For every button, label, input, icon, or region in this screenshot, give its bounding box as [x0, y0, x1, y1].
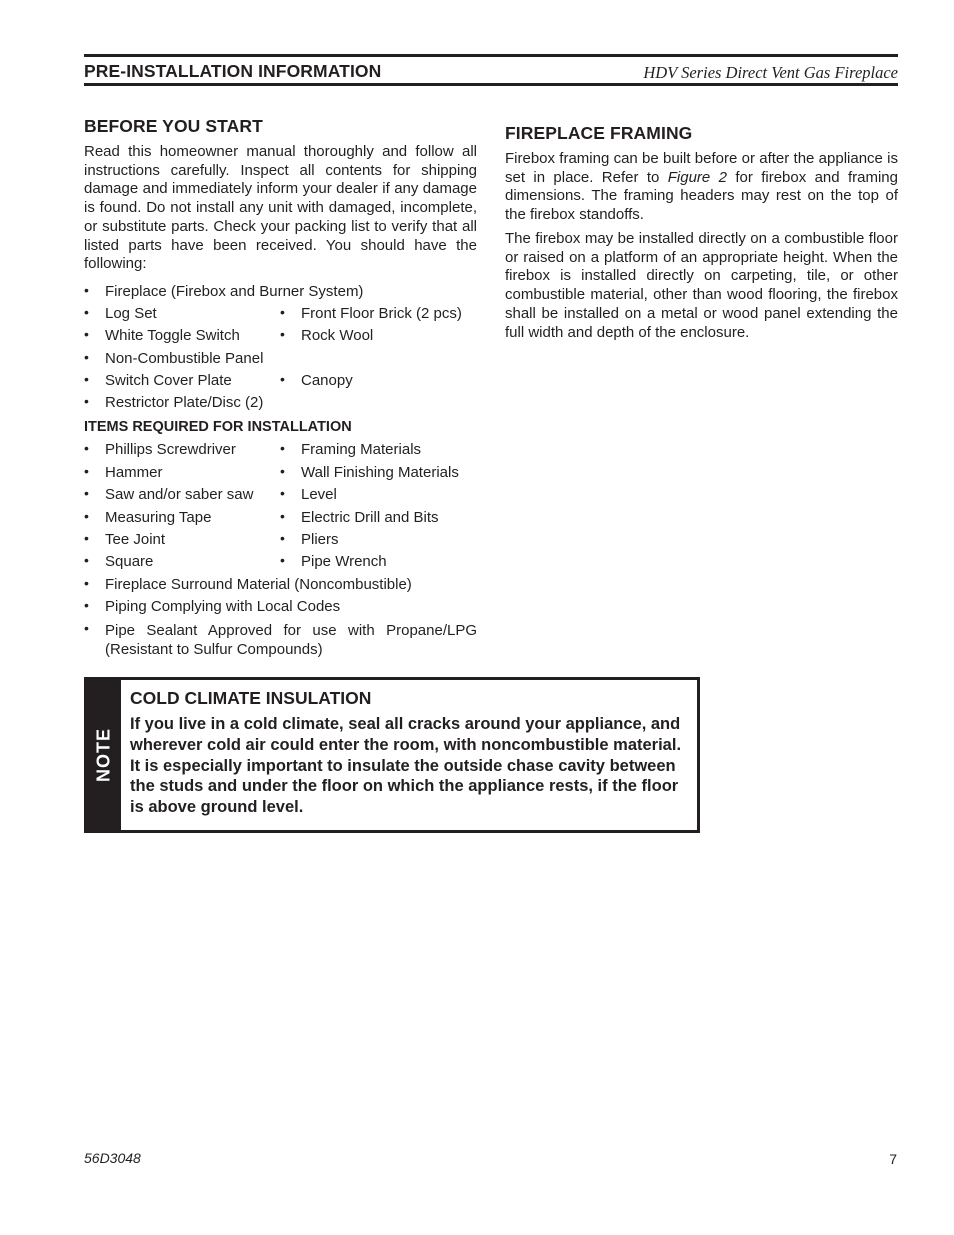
- bullet-icon: •: [280, 508, 285, 524]
- list-item-text: Front Floor Brick (2 pcs): [301, 305, 462, 322]
- product-title: HDV Series Direct Vent Gas Fireplace: [643, 63, 898, 82]
- bullet-icon: •: [84, 552, 89, 568]
- list-item-text: Electric Drill and Bits: [301, 509, 439, 526]
- bullet-icon: •: [84, 575, 89, 591]
- bullet-icon: •: [280, 530, 285, 546]
- figure-reference: Figure 2: [667, 168, 727, 186]
- list-item-text: Wall Finishing Materials: [301, 464, 459, 481]
- bullet-icon: •: [84, 304, 89, 320]
- fireplace-framing-paragraph-2: The firebox may be installed directly on a combustible floor or raised on a platform of an appropriate height. When the firebox is installed directly on carpeting, tile, or other combustible material, other than wood flooring, the firebox shall be installed on a metal or wood panel extending the full width and depth of the enclosure.: [505, 230, 898, 341]
- list-item-text: Pipe Wrench: [301, 553, 387, 570]
- list-item-text: Canopy: [301, 372, 353, 389]
- list-item-text: Level: [301, 486, 337, 503]
- bullet-icon: •: [280, 371, 285, 387]
- bullet-icon: •: [84, 463, 89, 479]
- list-item-text: Phillips Screwdriver: [105, 441, 236, 458]
- list-item-text: Switch Cover Plate: [105, 372, 232, 389]
- fireplace-framing-heading: FIREPLACE FRAMING: [505, 123, 693, 143]
- note-box: [84, 677, 700, 833]
- note-tab: [87, 680, 121, 830]
- list-item-text: Fireplace (Firebox and Burner System): [105, 283, 364, 300]
- list-item-text: Piping Complying with Local Codes: [105, 598, 341, 615]
- bullet-icon: •: [280, 463, 285, 479]
- before-you-start-heading: BEFORE YOU START: [84, 116, 263, 136]
- document-number: 56D3048: [84, 1150, 141, 1166]
- list-item-text: Non-Combustible Panel: [105, 350, 264, 367]
- bullet-icon: •: [84, 440, 89, 456]
- bullet-icon: •: [84, 620, 89, 636]
- list-item-text: Log Set: [105, 305, 157, 322]
- bullet-icon: •: [84, 371, 89, 387]
- bullet-icon: •: [280, 326, 285, 342]
- note-title: COLD CLIMATE INSULATION: [130, 688, 372, 708]
- bullet-icon: •: [84, 530, 89, 546]
- items-required-heading: ITEMS REQUIRED FOR INSTALLATION: [84, 419, 352, 435]
- before-you-start-paragraph: Read this homeowner manual thoroughly and follow all instructions carefully. Inspect all contents for shipping damage and immediately inform your dealer if any damage is found. Do not install any unit with damaged, incomplete, or substitute parts. Check your packing list to verify that all listed parts have been received. You should have the following:: [84, 143, 477, 273]
- framing-text-after: for firebox and framing dimensions. The framing headers may rest on the top of the firebox standoffs.: [505, 168, 898, 224]
- list-item-text: Hammer: [105, 464, 163, 481]
- note-body: If you live in a cold climate, seal all cracks around your appliance, and wherever cold air could enter the room, with noncombustible material. It is especially important to insulate the outside chase cavity between the studs and under the floor on which the appliance rests, if the floor is above ground level.: [130, 715, 682, 817]
- section-title: PRE-INSTALLATION INFORMATION: [84, 61, 382, 81]
- list-item-text: Fireplace Surround Material (Noncombustible): [105, 576, 412, 593]
- list-item-text: Square: [105, 553, 154, 570]
- bullet-icon: •: [84, 485, 89, 501]
- list-item-text: Measuring Tape: [105, 509, 212, 526]
- bullet-icon: •: [280, 304, 285, 320]
- list-item-text: White Toggle Switch: [105, 327, 240, 344]
- page-number: 7: [889, 1151, 897, 1167]
- list-item-text: Tee Joint: [105, 531, 166, 548]
- fireplace-framing-paragraph-1: [505, 150, 898, 225]
- framing-text-before: Firebox framing can be built before or after the appliance is set in place. Refer to: [505, 150, 898, 186]
- list-item-text: Pipe Sealant Approved for use with Propane/LPG (Resistant to Sulfur Compounds): [105, 622, 477, 658]
- bullet-icon: •: [280, 552, 285, 568]
- bullet-icon: •: [84, 326, 89, 342]
- list-item-text: Rock Wool: [301, 327, 374, 344]
- bullet-icon: •: [84, 393, 89, 409]
- bullet-icon: •: [84, 282, 89, 298]
- bullet-icon: •: [280, 485, 285, 501]
- list-item-text: Saw and/or saber saw: [105, 486, 254, 503]
- list-item-text: Framing Materials: [301, 441, 422, 458]
- bullet-icon: •: [84, 508, 89, 524]
- list-item-text: Pliers: [301, 531, 339, 548]
- page-header: [84, 54, 898, 86]
- list-item: [84, 621, 477, 659]
- bullet-icon: •: [84, 349, 89, 365]
- list-item-text: Restrictor Plate/Disc (2): [105, 394, 264, 411]
- note-tab-label: NOTE: [93, 727, 114, 783]
- bullet-icon: •: [84, 597, 89, 613]
- bullet-icon: •: [280, 440, 285, 456]
